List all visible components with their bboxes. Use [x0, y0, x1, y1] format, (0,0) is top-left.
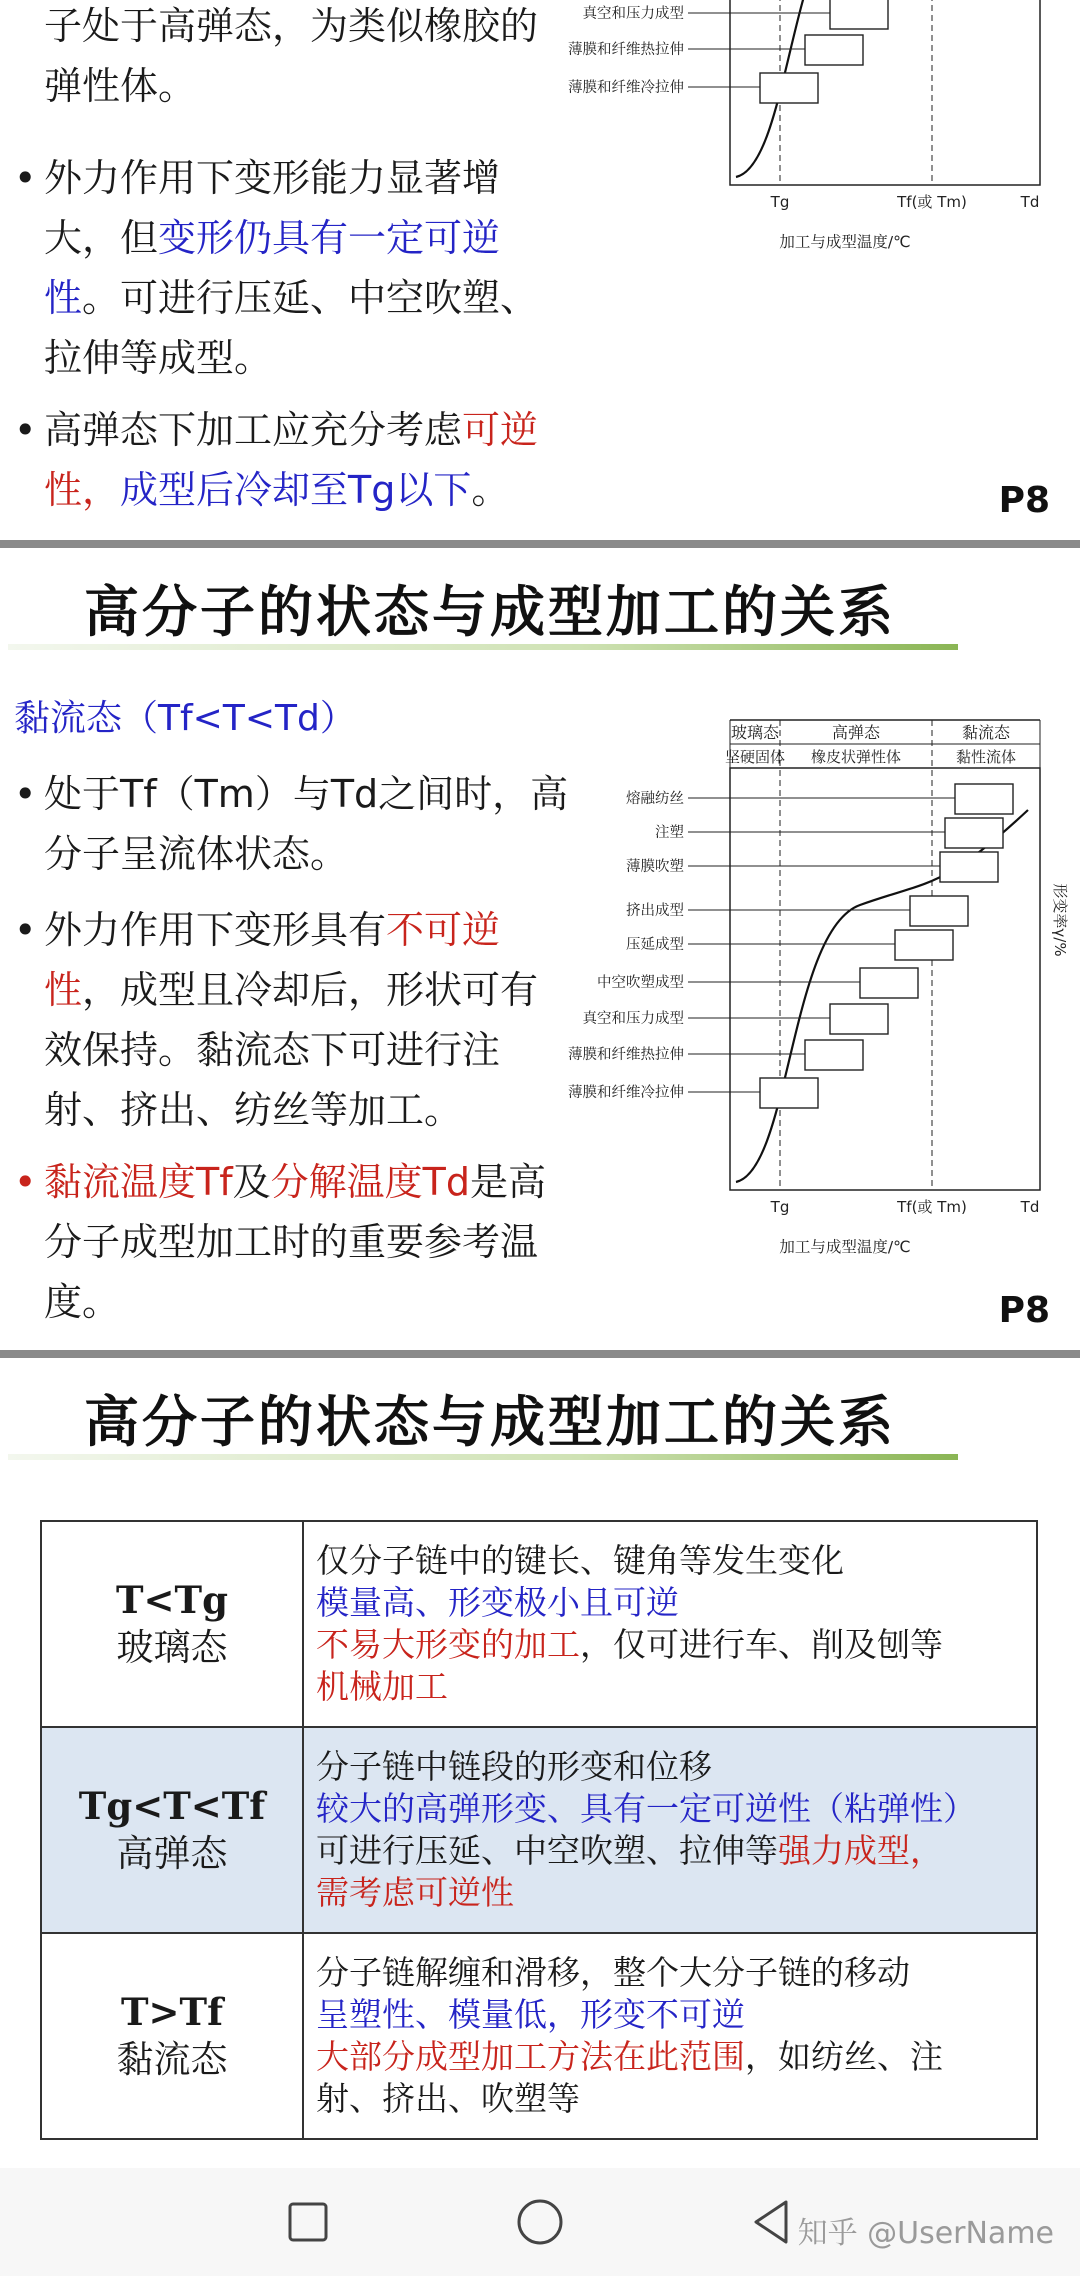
- table-row: [41, 1521, 1037, 1727]
- diagram-svg: [560, 720, 1069, 1410]
- bullet-dot: •: [14, 908, 37, 952]
- description-line: [316, 1666, 1020, 1708]
- process-box: [945, 818, 1003, 848]
- text-segment: 分子链解缠和滑移，整个大分子链的移动: [316, 1953, 910, 1992]
- diagram-svg: [560, 0, 1060, 405]
- process-box: [895, 930, 953, 960]
- substate-label: 坚硬固体: [724, 748, 786, 766]
- text-segment: ，: [82, 468, 121, 512]
- process-label: 薄膜和纤维冷拉伸: [568, 80, 684, 96]
- text-segment: 强力成型，: [778, 1831, 943, 1870]
- state-cell: [41, 1521, 303, 1727]
- text-segment: 模量高、形变极小且可逆: [316, 1583, 679, 1622]
- text-segment: 及: [232, 1160, 271, 1204]
- text-segment: ，仅可进行车、削及刨等: [580, 1625, 943, 1664]
- text-segment: 不可逆性: [44, 908, 501, 1012]
- substate-label: 橡皮状弹性体: [810, 748, 902, 766]
- state-label: 黏流态: [961, 723, 1011, 742]
- bullet-1-1: [14, 0, 574, 116]
- process-box: [940, 852, 998, 882]
- x-tick-label: Td: [1020, 193, 1040, 211]
- text-segment: 较大的高弹形变、具有一定可逆性（粘弹性）: [316, 1789, 976, 1828]
- x-axis-label: 加工与成型温度/℃: [779, 1238, 911, 1256]
- title-underline: [8, 1454, 958, 1460]
- bullet-dot: •: [14, 1160, 37, 1204]
- description-line: [316, 1830, 1020, 1872]
- bullet-dot: •: [14, 772, 37, 816]
- text-segment: 外力作用下变形具有: [44, 908, 387, 952]
- bullet-text: [14, 148, 574, 388]
- state-name: 高弹态: [116, 1832, 228, 1875]
- process-box: [830, 1004, 888, 1034]
- text-segment: 外力作用下变形能力显著增大，但: [44, 156, 501, 260]
- slide-1: [0, 0, 1080, 540]
- bullet-1-3: [14, 400, 574, 520]
- process-label: 中空吹塑成型: [597, 975, 684, 991]
- text-segment: 仅分子链中的键长、键角等发生变化: [316, 1541, 844, 1580]
- text-segment: 不易大形变的加工: [316, 1625, 580, 1664]
- table-row: [41, 1933, 1037, 2139]
- bullet-text: [14, 1152, 574, 1332]
- process-label: 薄膜和纤维冷拉伸: [568, 1085, 684, 1101]
- bullet-text: [14, 0, 574, 116]
- process-label: 注塑: [655, 825, 684, 841]
- state-description: [303, 1933, 1037, 2139]
- bullet-2-3: [14, 1152, 574, 1332]
- text-segment: 黏流温度Tf: [44, 1160, 233, 1204]
- square-nav-icon[interactable]: [276, 2190, 340, 2254]
- x-tick-label: Tg: [770, 1198, 790, 1216]
- x-tick-label: Tg: [770, 193, 790, 211]
- bullet-2-1: [14, 764, 574, 884]
- process-label: 薄膜和纤维热拉伸: [568, 42, 684, 58]
- description-line: [316, 1624, 1020, 1666]
- text-segment: 需考虑可逆性: [316, 1873, 514, 1912]
- description-line: [316, 1540, 1020, 1582]
- text-segment: 分子链中链段的形变和位移: [316, 1747, 712, 1786]
- title-underline: [8, 644, 958, 650]
- state-diagram: [560, 720, 1069, 1410]
- slide-title: 高分子的状态与成型加工的关系: [83, 1390, 896, 1454]
- state-symbol: T<Tg: [116, 1578, 228, 1622]
- text-segment: 子处于高弹态，为类似橡胶的弹性体。: [44, 4, 539, 108]
- process-label: 真空和压力成型: [582, 6, 684, 22]
- x-tick-label: Tf(或 Tm): [897, 1198, 967, 1216]
- text-segment: ，如纺丝、注: [745, 2037, 943, 2076]
- bullet-text: [14, 400, 574, 520]
- description-line: [316, 1746, 1020, 1788]
- bullet-dot: •: [14, 156, 37, 200]
- system-nav-bar: [0, 2168, 1080, 2276]
- slide-separator: [0, 540, 1080, 548]
- bullet-text: [14, 764, 574, 884]
- watermark: 知乎 @UserName: [797, 2216, 1054, 2251]
- text-segment: 可进行压延、中空吹塑、拉伸等: [316, 1831, 778, 1870]
- process-label: 薄膜吹塑: [626, 859, 684, 875]
- state-comparison-table: [40, 1520, 1038, 2140]
- process-box: [805, 1040, 863, 1070]
- description-line: [316, 1582, 1020, 1624]
- x-tick-label: Tf(或 Tm): [897, 193, 967, 211]
- table-row: [41, 1727, 1037, 1933]
- process-box: [805, 35, 863, 65]
- state-description: [303, 1521, 1037, 1727]
- process-box: [830, 0, 888, 29]
- process-box: [760, 73, 818, 103]
- text-segment: 变形仍具有一定可逆性: [44, 216, 501, 320]
- text-segment: 可逆性: [44, 408, 539, 512]
- y-axis-label: 形变率γ/%: [1051, 883, 1069, 957]
- text-segment: 分解温度Td: [270, 1160, 470, 1204]
- process-label: 熔融纺丝: [626, 791, 684, 807]
- state-label: 高弹态: [831, 723, 881, 742]
- text-segment: 高弹态下加工应充分考虑: [44, 408, 463, 452]
- back-triangle-icon[interactable]: [740, 2190, 804, 2254]
- x-axis-label: 加工与成型温度/℃: [779, 233, 911, 251]
- slide-2: [0, 548, 1080, 1350]
- bullet-dot: •: [14, 408, 37, 452]
- text-segment: 成型后冷却至Tg以下: [120, 468, 472, 512]
- state-diagram-partial: [560, 0, 1060, 405]
- state-name: 玻璃态: [116, 1626, 228, 1669]
- process-label: 真空和压力成型: [582, 1011, 684, 1027]
- text-segment: 处于Tf（Tm）与Td之间时，高分子呈流体状态。: [44, 772, 569, 876]
- page-number: P8: [998, 1290, 1050, 1331]
- state-description: [303, 1727, 1037, 1933]
- state-label: 玻璃态: [730, 723, 780, 742]
- slide-title: 高分子的状态与成型加工的关系: [83, 580, 896, 644]
- description-line: [316, 2036, 1020, 2078]
- page-number: P8: [998, 480, 1050, 521]
- x-tick-label: Td: [1020, 1198, 1040, 1216]
- state-cell: [41, 1727, 303, 1933]
- text-segment: 射、挤出、吹塑等: [316, 2079, 580, 2118]
- process-box: [910, 896, 968, 926]
- description-line: [316, 1994, 1020, 2036]
- circle-nav-icon[interactable]: [508, 2190, 572, 2254]
- text-segment: 机械加工: [316, 1667, 448, 1706]
- text-segment: 呈塑性、模量低，形变不可逆: [316, 1995, 745, 2034]
- process-label: 挤出成型: [626, 903, 684, 919]
- bullet-text: [14, 900, 574, 1140]
- text-segment: 。: [471, 468, 510, 512]
- slide-separator: [0, 1350, 1080, 1358]
- state-cell: [41, 1933, 303, 2139]
- process-label: 薄膜和纤维热拉伸: [568, 1047, 684, 1063]
- state-symbol: Tg<T<Tf: [78, 1784, 266, 1828]
- process-box: [955, 784, 1013, 814]
- substate-label: 黏性流体: [955, 748, 1017, 766]
- description-line: [316, 2078, 1020, 2120]
- text-segment: 是高分子成型加工时的重要参考温度。: [44, 1160, 546, 1324]
- text-segment: ，成型且冷却后，形状可有效保持。黏流态下可进行注射、挤出、纺丝等加工。: [44, 968, 539, 1132]
- bullet-2-2: [14, 900, 574, 1140]
- state-symbol: T>Tf: [121, 1990, 223, 2034]
- description-line: [316, 1872, 1020, 1914]
- slide-3: [0, 1358, 1080, 2168]
- description-line: [316, 1952, 1020, 1994]
- state-name: 黏流态: [116, 2038, 228, 2081]
- text-segment: 。可进行压延、中空吹塑、拉伸等成型。: [44, 276, 539, 380]
- process-box: [860, 968, 918, 998]
- section-heading: 黏流态（Tf<T<Td）: [14, 698, 356, 739]
- process-label: 压延成型: [626, 937, 684, 953]
- text-segment: 大部分成型加工方法在此范围: [316, 2037, 745, 2076]
- description-line: [316, 1788, 1020, 1830]
- process-box: [760, 1078, 818, 1108]
- bullet-1-2: [14, 148, 574, 388]
